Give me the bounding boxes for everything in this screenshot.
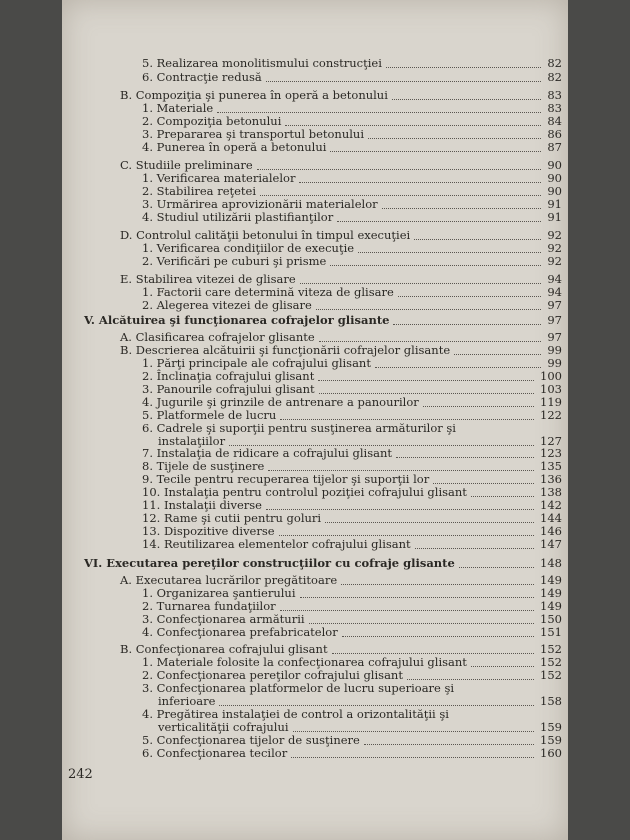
toc-entry-title: 3. Panourile cofrajului glisant (142, 382, 315, 396)
dot-leader (407, 679, 534, 680)
toc-entry-title: 3. Confecţionarea armăturii (142, 612, 305, 626)
dot-leader (330, 151, 541, 152)
dot-leader (309, 623, 534, 624)
toc-entry-page: 122 (540, 408, 562, 422)
toc-entry-title: 3. Prepararea şi transportul betonului (142, 127, 365, 141)
dot-leader (268, 470, 534, 471)
toc-entry-title: 8. Tijele de susţinere (142, 459, 265, 473)
toc-entry (62, 330, 568, 344)
toc-entry-title: 5. Platformele de lucru (142, 408, 277, 422)
toc-entry-title: 1. Factorii care determină viteza de glisare (142, 285, 394, 299)
toc-entry-title: 11. Instalaţii diverse (142, 498, 262, 512)
dot-leader (319, 393, 534, 394)
toc-entry (62, 140, 568, 154)
dot-leader (300, 283, 541, 284)
toc-entry-page: 91 (547, 210, 562, 224)
toc-entry (62, 127, 568, 141)
dot-leader (219, 705, 534, 706)
dot-leader (280, 610, 534, 611)
toc-entry (62, 298, 568, 312)
toc-entry (62, 472, 568, 486)
toc-entry (62, 343, 568, 357)
dot-leader (285, 125, 541, 126)
toc-entry-page: 94 (547, 285, 562, 299)
toc-entry (62, 586, 568, 600)
dot-leader (260, 195, 541, 196)
dot-leader (300, 597, 534, 598)
dot-leader (293, 731, 534, 732)
toc-entry-title: 5. Confecţionarea tijelor de susţinere (142, 733, 360, 747)
dot-leader (459, 567, 534, 568)
toc-entry-title: B. Confecţionarea cofrajului glisant (120, 642, 328, 656)
dot-leader (319, 341, 541, 342)
dot-leader (257, 169, 541, 170)
dot-leader (358, 252, 541, 253)
toc-entry-title: 2. Înclinaţia cofrajului glisant (142, 369, 315, 383)
toc-entry-title: 4. Punerea în operă a betonului (142, 140, 327, 154)
toc-entry-title: verticalităţii cofrajului (158, 720, 289, 734)
dot-leader (266, 509, 534, 510)
toc-entry-page: 90 (547, 184, 562, 198)
toc-entry-title: 1. Organizarea şantierului (142, 586, 296, 600)
toc-entry-title: 13. Dispozitive diverse (142, 524, 275, 538)
toc-entry (62, 171, 568, 185)
toc-entry-title: 1. Verificarea materialelor (142, 171, 296, 185)
toc-entry (62, 707, 568, 721)
dot-leader (454, 354, 541, 355)
toc-entry (62, 642, 568, 656)
toc-entry-page: 97 (547, 298, 562, 312)
toc-entry-page: 100 (540, 369, 562, 383)
dot-leader (341, 584, 534, 585)
toc-entry-title: 2. Alegerea vitezei de glisare (142, 298, 312, 312)
dot-leader (332, 653, 534, 654)
toc-entry (62, 537, 568, 551)
toc-entry (62, 88, 568, 102)
dot-leader (342, 636, 534, 637)
toc-entry (62, 101, 568, 115)
toc-entry (62, 369, 568, 383)
toc-entry (62, 421, 568, 435)
toc-entry-page: 135 (540, 459, 562, 473)
toc-entry-title: 2. Confecţionarea pereţilor cofrajului glisant (142, 668, 403, 682)
book-page (62, 0, 568, 840)
toc-entry-page: 149 (540, 573, 562, 587)
toc-entry-page: 97 (547, 330, 562, 344)
toc-entry (62, 694, 568, 708)
dot-leader (217, 112, 541, 113)
dot-leader (423, 406, 534, 407)
toc-entry-title: VI. Executarea pereţilor construcţiilor cu cofraje glisante (84, 556, 455, 570)
toc-entry (62, 625, 568, 639)
dot-leader (368, 138, 541, 139)
toc-entry-title: A. Clasificarea cofrajelor glisante (120, 330, 315, 344)
toc-entry (62, 612, 568, 626)
toc-entry-title: 4. Confecţionarea prefabricatelor (142, 625, 338, 639)
toc-entry-title: B. Descrierea alcătuirii şi funcţionării cofrajelor glisante (120, 343, 451, 357)
toc-entry (62, 599, 568, 613)
dot-leader (433, 483, 534, 484)
toc-entry (62, 114, 568, 128)
toc-entry (62, 556, 568, 570)
toc-entry (62, 655, 568, 669)
toc-entry-page: 86 (547, 127, 562, 141)
toc-entry-title: 10. Instalaţia pentru controlul poziţiei cofrajului glisant (142, 485, 467, 499)
dot-leader (279, 535, 534, 536)
page-number: 242 (68, 767, 93, 782)
toc-entry (62, 511, 568, 525)
toc-entry-page: 92 (547, 254, 562, 268)
toc-entry-page: 160 (540, 746, 562, 760)
toc-entry (62, 408, 568, 422)
toc-entry-page: 158 (540, 694, 562, 708)
toc-entry (62, 720, 568, 734)
toc-entry-title: E. Stabilirea vitezei de glisare (120, 272, 296, 286)
toc-entry (62, 285, 568, 299)
toc-entry-title: C. Studiile preliminare (120, 158, 253, 172)
toc-entry (62, 313, 568, 327)
toc-entry-page: 92 (547, 241, 562, 255)
dot-leader (396, 457, 534, 458)
toc-entry-page: 127 (540, 434, 562, 448)
toc-entry-page: 82 (547, 56, 562, 70)
dot-leader (398, 296, 541, 297)
toc-entry-page: 84 (547, 114, 562, 128)
toc-entry-page: 83 (547, 88, 562, 102)
toc-entry (62, 197, 568, 211)
toc-entry (62, 184, 568, 198)
toc-entry-title: 2. Verificări pe cuburi şi prisme (142, 254, 327, 268)
toc-entry (62, 210, 568, 224)
toc-entry-page: 159 (540, 720, 562, 734)
toc-entry-title: 1. Materiale (142, 101, 214, 115)
dot-leader (375, 367, 541, 368)
toc-entry-page: 138 (540, 485, 562, 499)
dot-leader (471, 496, 534, 497)
toc-entry-page: 82 (547, 70, 562, 84)
dot-leader (414, 239, 541, 240)
toc-entry-title: 9. Tecile pentru recuperarea tijelor şi suporţii lor (142, 472, 430, 486)
toc-entry-title: V. Alcătuirea şi funcţionarea cofrajelor glisante (84, 313, 390, 327)
toc-entry (62, 485, 568, 499)
toc-entry-title: 1. Materiale folosite la confecţionarea cofrajului glisant (142, 655, 467, 669)
toc-entry-page: 91 (547, 197, 562, 211)
toc-entry (62, 228, 568, 242)
toc-entry-page: 123 (540, 446, 562, 460)
toc-entry-title: 6. Cadrele şi suporţii pentru susţinerea armăturilor şi (142, 421, 456, 435)
toc-entry-title: 3. Urmărirea aprovizionării materialelor (142, 197, 378, 211)
toc-entry-title: 2. Compoziţia betonului (142, 114, 282, 128)
toc-entry-page: 149 (540, 599, 562, 613)
toc-entry-title: 4. Jugurile şi grinzile de antrenare a panourilor (142, 395, 419, 409)
toc-entry-page: 144 (540, 511, 562, 525)
toc-entry-page: 119 (540, 395, 562, 409)
toc-entry-page: 90 (547, 171, 562, 185)
toc-entry-title: A. Executarea lucrărilor pregătitoare (120, 573, 338, 587)
toc-entry-page: 152 (540, 668, 562, 682)
toc-entry-page: 99 (547, 356, 562, 370)
dot-leader (280, 419, 534, 420)
toc-entry-title: 5. Realizarea monolitismului construcţiei (142, 56, 382, 70)
toc-entry-title: inferioare (158, 694, 216, 708)
toc-entry (62, 356, 568, 370)
toc-entry-page: 149 (540, 586, 562, 600)
toc-entry-title: 6. Confecţionarea tecilor (142, 746, 288, 760)
toc-entry-title: D. Controlul calităţii betonului în timpul execuţiei (120, 228, 411, 242)
toc-entry (62, 498, 568, 512)
toc-entry-title: 1. Verificarea condiţiilor de execuţie (142, 241, 355, 255)
toc-entry-title: 12. Rame şi cutii pentru goluri (142, 511, 322, 525)
toc-entry-page: 99 (547, 343, 562, 357)
toc-entry (62, 56, 568, 70)
toc-entry (62, 459, 568, 473)
toc-entry-page: 90 (547, 158, 562, 172)
toc-entry-title: 7. Instalaţia de ridicare a cofrajului glisant (142, 446, 392, 460)
toc-entry-title: 14. Reutilizarea elementelor cofrajului glisant (142, 537, 411, 551)
dot-leader (299, 182, 541, 183)
toc-entry-page: 92 (547, 228, 562, 242)
toc-entry-title: 4. Pregătirea instalaţiei de control a orizontalităţii şi (142, 707, 449, 721)
toc-entry (62, 668, 568, 682)
dot-leader (266, 81, 541, 82)
dot-leader (318, 380, 534, 381)
toc-entry-page: 83 (547, 101, 562, 115)
toc-entry-title: B. Compoziţia şi punerea în operă a betonului (120, 88, 388, 102)
toc-entry-page: 103 (540, 382, 562, 396)
toc-entry-page: 87 (547, 140, 562, 154)
toc-entry-page: 152 (540, 642, 562, 656)
toc-entry-title: instalaţiilor (158, 434, 226, 448)
toc-entry (62, 573, 568, 587)
toc-entry-page: 152 (540, 655, 562, 669)
dot-leader (364, 744, 534, 745)
toc-entry-page: 142 (540, 498, 562, 512)
toc-entry (62, 158, 568, 172)
toc-entry (62, 382, 568, 396)
toc-entry (62, 70, 568, 84)
toc-entry (62, 254, 568, 268)
toc-entry-title: 6. Contracţie redusă (142, 70, 262, 84)
toc-entry-title: 2. Stabilirea reţetei (142, 184, 257, 198)
dot-leader (415, 548, 534, 549)
dot-leader (330, 265, 541, 266)
dot-leader (386, 67, 541, 68)
toc-entry (62, 746, 568, 760)
toc-entry-title: 1. Părţi principale ale cofrajului glisant (142, 356, 371, 370)
dot-leader (316, 309, 541, 310)
toc-entry-page: 97 (547, 313, 562, 327)
toc-entry (62, 446, 568, 460)
toc-entry-page: 151 (540, 625, 562, 639)
dot-leader (325, 522, 534, 523)
toc-entry-title: 3. Confecţionarea platformelor de lucru superioare şi (142, 681, 455, 695)
toc-entry-title: 4. Studiul utilizării plastifianţilor (142, 210, 334, 224)
dot-leader (382, 208, 541, 209)
toc-entry-page: 146 (540, 524, 562, 538)
toc-entry-page: 94 (547, 272, 562, 286)
toc-entry-page: 159 (540, 733, 562, 747)
toc-entry-page: 150 (540, 612, 562, 626)
dot-leader (471, 666, 534, 667)
toc-entry (62, 241, 568, 255)
toc-entry (62, 524, 568, 538)
dot-leader (393, 324, 541, 325)
toc-entry (62, 395, 568, 409)
toc-entry (62, 681, 568, 695)
toc-entry (62, 272, 568, 286)
toc-entry-page: 147 (540, 537, 562, 551)
toc-entry-page: 136 (540, 472, 562, 486)
toc-entry-title: 2. Turnarea fundaţiilor (142, 599, 276, 613)
dot-leader (291, 757, 534, 758)
dot-leader (392, 99, 541, 100)
dot-leader (337, 221, 541, 222)
toc-entry (62, 733, 568, 747)
toc-entry-page: 148 (540, 556, 562, 570)
